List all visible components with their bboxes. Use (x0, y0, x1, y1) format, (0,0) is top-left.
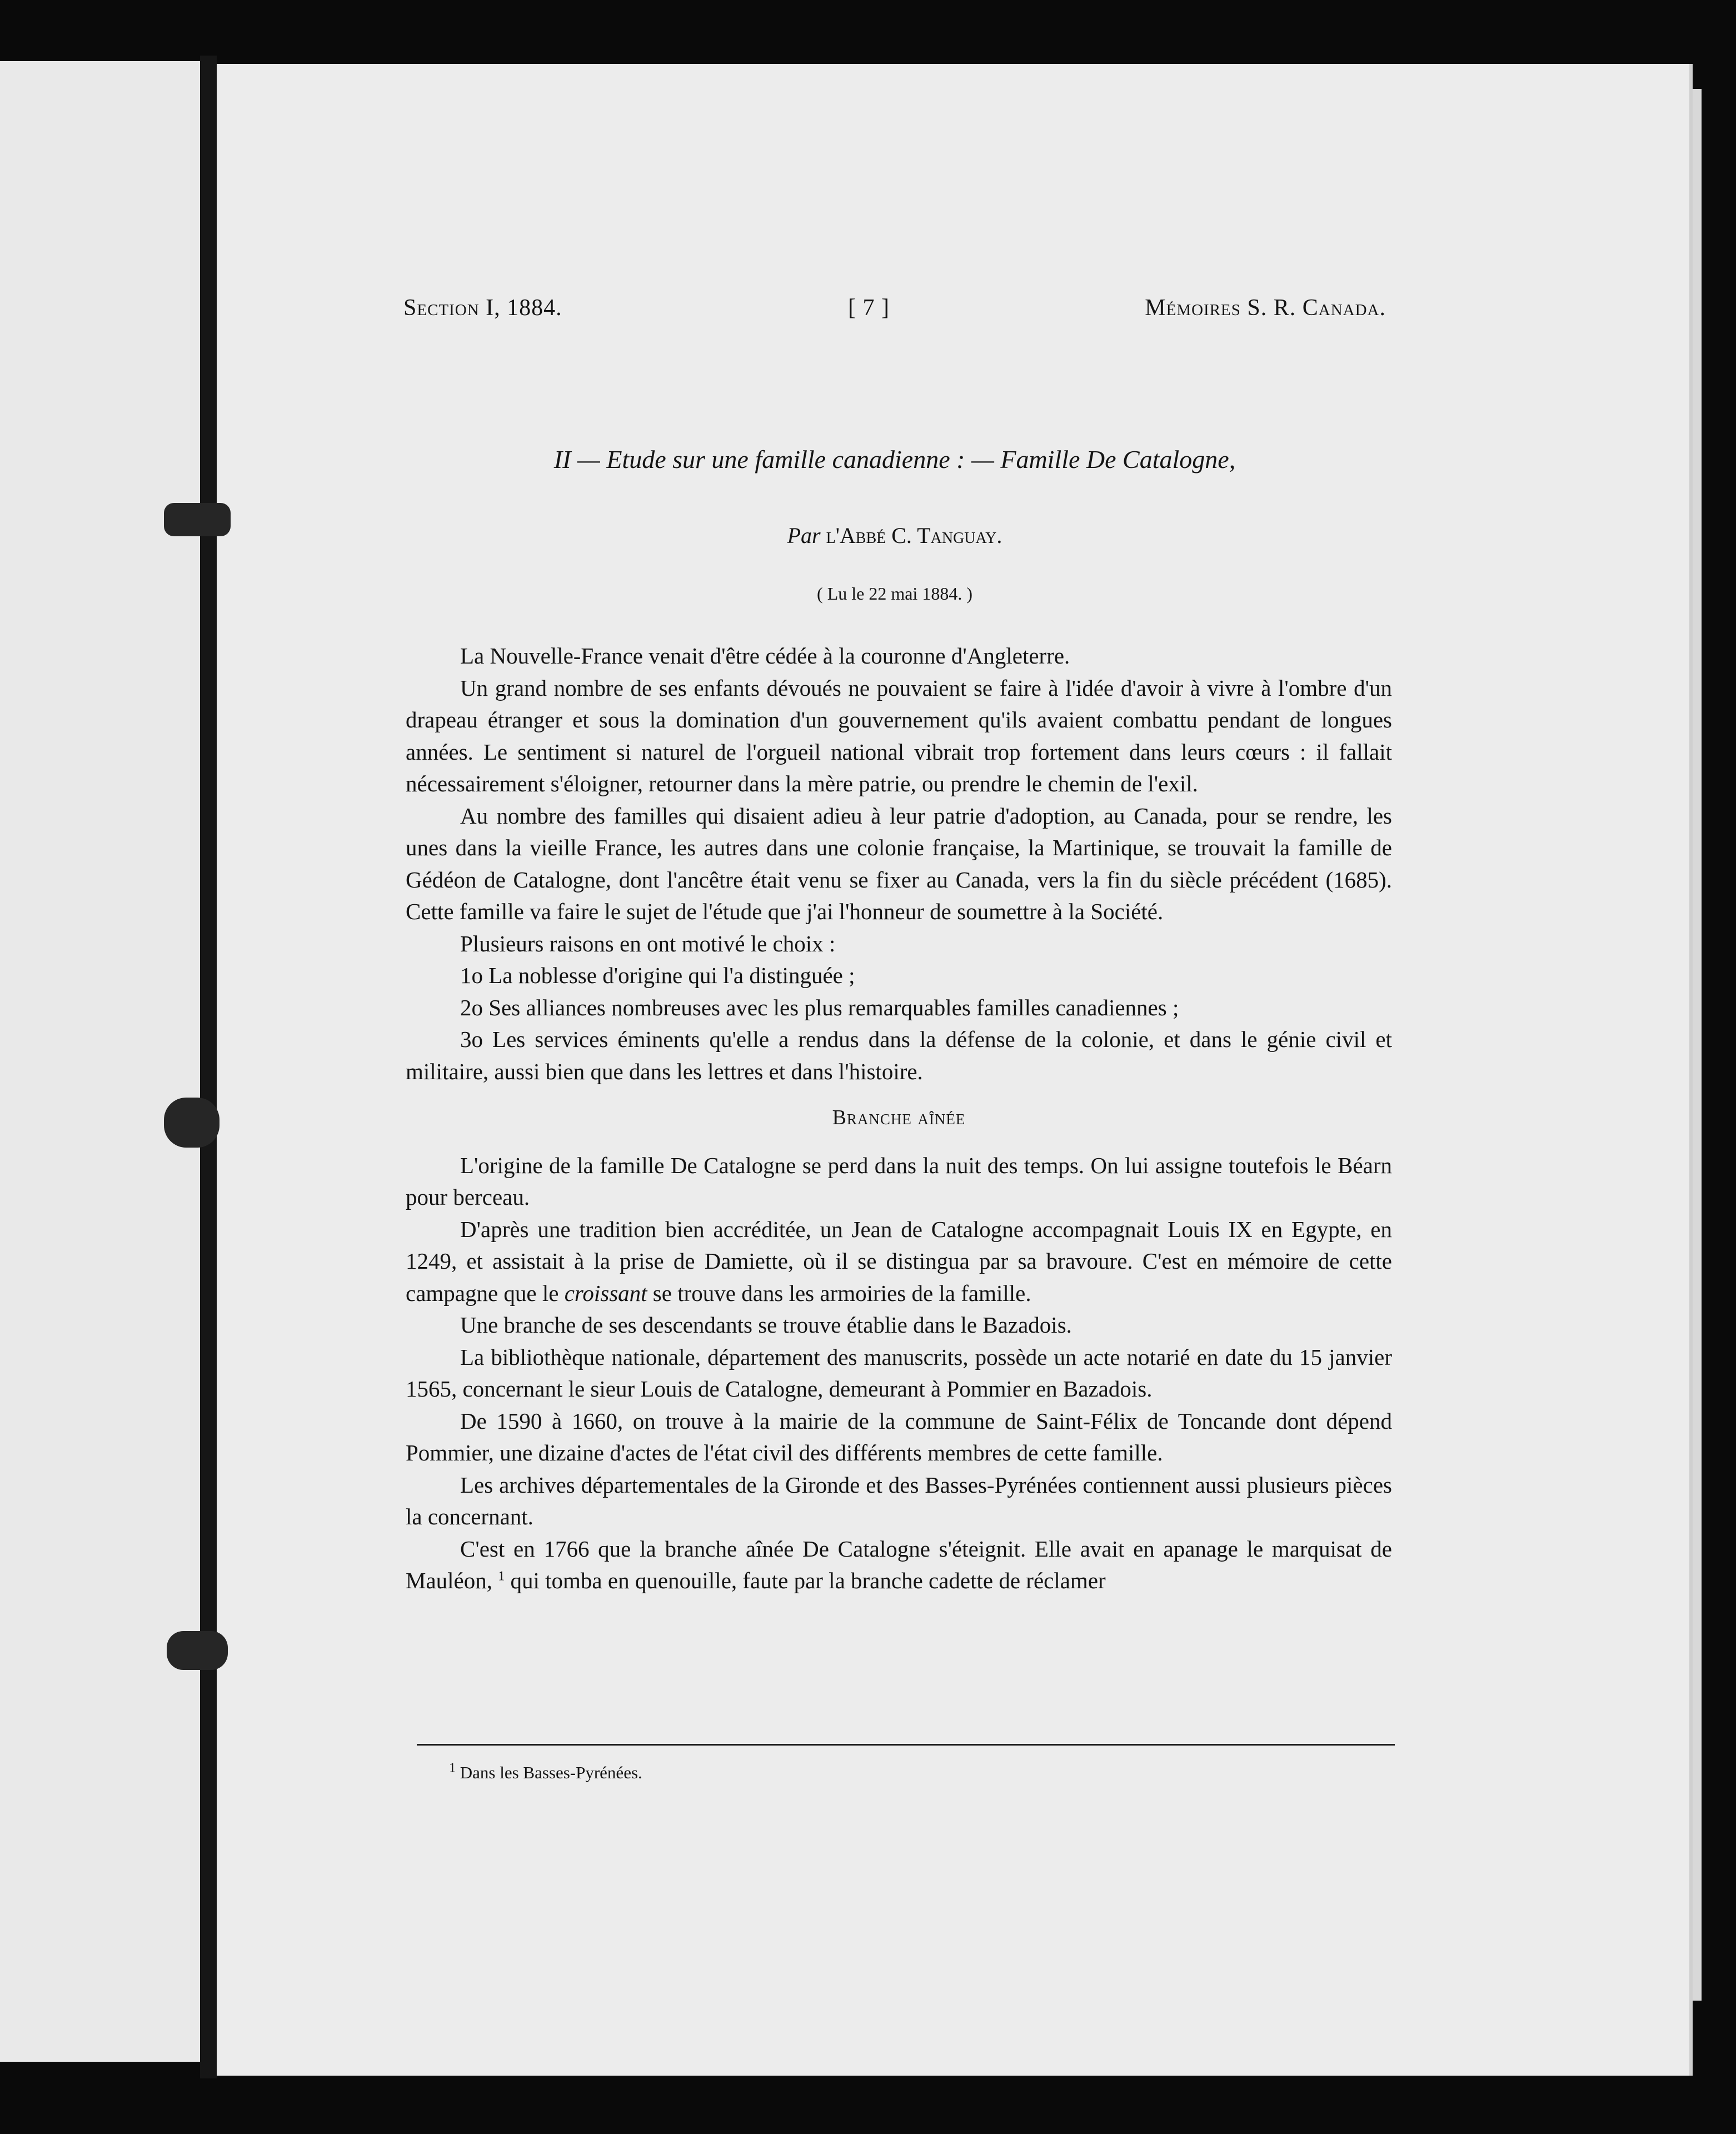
section-heading: Branche aînée (832, 1106, 966, 1129)
binding-clip (164, 503, 231, 536)
footnote-text: Dans les Basses-Pyrénées. (460, 1763, 642, 1782)
author-by: Par (787, 523, 821, 548)
paragraph: La Nouvelle-France venait d'être cédée à la couronne d'Angleterre. (460, 643, 1070, 669)
read-date: ( Lu le 22 mai 1884. ) (817, 584, 972, 604)
list-item: 1o La noblesse d'origine qui l'a distinguée ; (460, 963, 855, 988)
running-head (403, 295, 1386, 328)
paragraph: Un grand nombre de ses enfants dévoués ne pouvaient se faire à l'idée d'avoir à vivre à l'ombre d'un drapeau étranger et sous la domination d'un gouvernement qu'ils avaient combattu pendant de longues années. Le sentiment si naturel de l'orgueil national vibrait trop fortement dans leurs cœurs : il fallait nécessairement s'éloigner, retourner dans la mère patrie, ou prendre le chemin de l'exil. (406, 675, 1392, 796)
book-binding (200, 56, 217, 2078)
running-head-journal: Mémoires S. R. Canada. (1145, 295, 1386, 321)
paragraph: De 1590 à 1660, on trouve à la mairie de la commune de Saint-Félix de Toncande dont dépend Pommier, une dizaine d'actes de l'état civil des différents membres de cette famille. (406, 1408, 1392, 1465)
text-run: qui tomba en quenouille, faute par la branche cadette de réclamer (505, 1568, 1106, 1593)
paragraph: Les archives départementales de la Gironde et des Basses-Pyrénées contiennent aussi plusieurs pièces la concernant. (406, 1472, 1392, 1529)
paragraph: La bibliothèque nationale, département des manuscrits, possède un acte notarié en date du 15 janvier 1565, concernant le sieur Louis de Catalogne, demeurant à Pommier en Bazadois. (406, 1344, 1392, 1402)
binding-clip (167, 1631, 228, 1670)
list-item: 3o Les services éminents qu'elle a rendus dans la défense de la colonie, et dans le génie civil et militaire, aussi bien que dans les lettres et dans l'histoire. (406, 1026, 1392, 1084)
paragraph: Une branche de ses descendants se trouve établie dans le Bazadois. (460, 1312, 1072, 1338)
article-title: II — Etude sur une famille canadienne : — Famille De Catalogne, (553, 445, 1236, 473)
text-run: D'après une tradition bien accréditée, un Jean de Catalogne accompagnait Louis IX en Egypte, en 1249, et assistait à la prise de Damiette, où il se distingua par sa bravoure. C'est en mémoire de cette campagne que le (406, 1216, 1392, 1306)
footnote (449, 1763, 642, 1783)
footnote-rule (417, 1744, 1395, 1746)
previous-page-edge (0, 61, 206, 2062)
paragraph: L'origine de la famille De Catalogne se perd dans la nuit des temps. On lui assigne toutefois le Béarn pour berceau. (406, 1152, 1392, 1210)
italic-term: croissant (564, 1280, 647, 1306)
author-name: l'Abbé C. Tanguay. (826, 523, 1002, 548)
paragraph (406, 1533, 1392, 1597)
binding-clip (164, 1098, 220, 1148)
text-run: C'est en 1766 que la branche aînée De Catalogne s'éteignit. Elle avait en apanage le marquisat de Mauléon, (406, 1535, 1392, 1593)
article-author (403, 522, 1386, 549)
footnote-ref: 1 (498, 1569, 505, 1584)
running-head-section: Section I, 1884. (403, 295, 562, 321)
page-number: [ 7 ] (848, 295, 890, 321)
list-item: 2o Ses alliances nombreuses avec les plus remarquables familles canadiennes ; (460, 994, 1179, 1020)
reasons-list (406, 960, 1392, 1088)
text-run: se trouve dans les armoiries de la famille. (647, 1280, 1031, 1306)
article-body (406, 640, 1392, 1597)
paragraph: Au nombre des familles qui disaient adieu à leur patrie d'adoption, au Canada, pour se rendre, les unes dans la vieille France, les autres dans une colonie française, la Martinique, se trouvait la famille de Gédéon de Catalogne, dont l'ancêtre était venu se fixer au Canada, vers la fin du siècle précédent (1685). Cette famille va faire le sujet de l'étude que j'ai l'honneur de soumettre à la Société. (406, 802, 1392, 924)
footnote-marker: 1 (449, 1761, 456, 1776)
paragraph: Plusieurs raisons en ont motivé le choix : (460, 930, 836, 956)
paragraph (406, 1214, 1392, 1310)
